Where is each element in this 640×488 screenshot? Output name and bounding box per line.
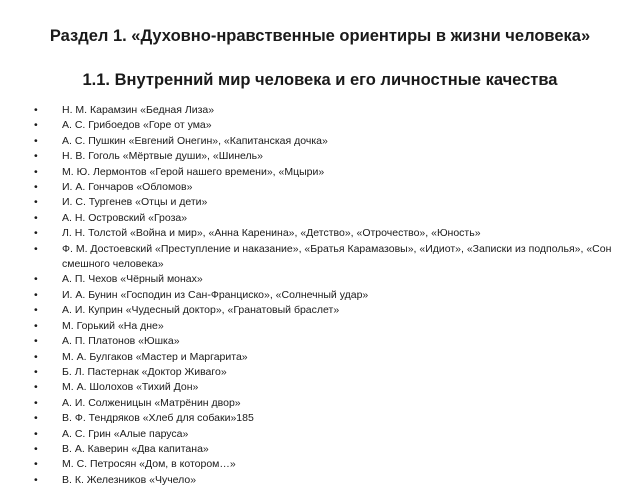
list-item: • А. П. Чехов «Чёрный монах»	[34, 272, 632, 287]
list-item: • Н. М. Карамзин «Бедная Лиза»	[34, 103, 632, 118]
list-item: • Н. В. Гоголь «Мёртвые души», «Шинель»	[34, 149, 632, 164]
list-item: • А. С. Грин «Алые паруса»	[34, 427, 632, 442]
list-item: • Л. Н. Толстой «Война и мир», «Анна Каренина», «Детство», «Отрочество», «Юность»	[34, 226, 632, 241]
list-item: • М. А. Шолохов «Тихий Дон»	[34, 380, 632, 395]
list-item: • А. С. Пушкин «Евгений Онегин», «Капитанская дочка»	[34, 134, 632, 149]
list-item: • А. И. Куприн «Чудесный доктор», «Гранатовый браслет»	[34, 303, 632, 318]
list-item: • А. Н. Островский «Гроза»	[34, 211, 632, 226]
list-item: • А. П. Платонов «Юшка»	[34, 334, 632, 349]
list-item: • И. А. Гончаров «Обломов»	[34, 180, 632, 195]
section-title: Раздел 1. «Духовно-нравственные ориентиры в жизни человека»	[49, 27, 591, 45]
list-item: • В. Ф. Тендряков «Хлеб для собаки»185	[34, 411, 632, 426]
list-item: • А. И. Солженицын «Матрёнин двор»	[34, 396, 632, 411]
list-item: • М. А. Булгаков «Мастер и Маргарита»	[34, 350, 632, 365]
list-item: • И. А. Бунин «Господин из Сан-Франциско», «Солнечный удар»	[34, 288, 632, 303]
list-item: • Б. Л. Пастернак «Доктор Живаго»	[34, 365, 632, 380]
list-item: • Ф. М. Достоевский «Преступление и наказание», «Братья Карамазовы», «Идиот», «Записки из подполья», «Сон смешного человека»	[34, 242, 632, 273]
works-list	[34, 103, 632, 488]
list-item: • И. С. Тургенев «Отцы и дети»	[34, 195, 632, 210]
list-item: • А. С. Грибоедов «Горе от ума»	[34, 118, 632, 133]
subsection-title: 1.1. Внутренний мир человека и его личностные качества	[82, 71, 558, 89]
list-item: • М. Ю. Лермонтов «Герой нашего времени», «Мцыри»	[34, 165, 632, 180]
list-item: • В. А. Каверин «Два капитана»	[34, 442, 632, 457]
list-item: • В. К. Железников «Чучело»	[34, 473, 632, 488]
list-item: • М. Горький «На дне»	[34, 319, 632, 334]
list-item: • М. С. Петросян «Дом, в котором…»	[34, 457, 632, 472]
